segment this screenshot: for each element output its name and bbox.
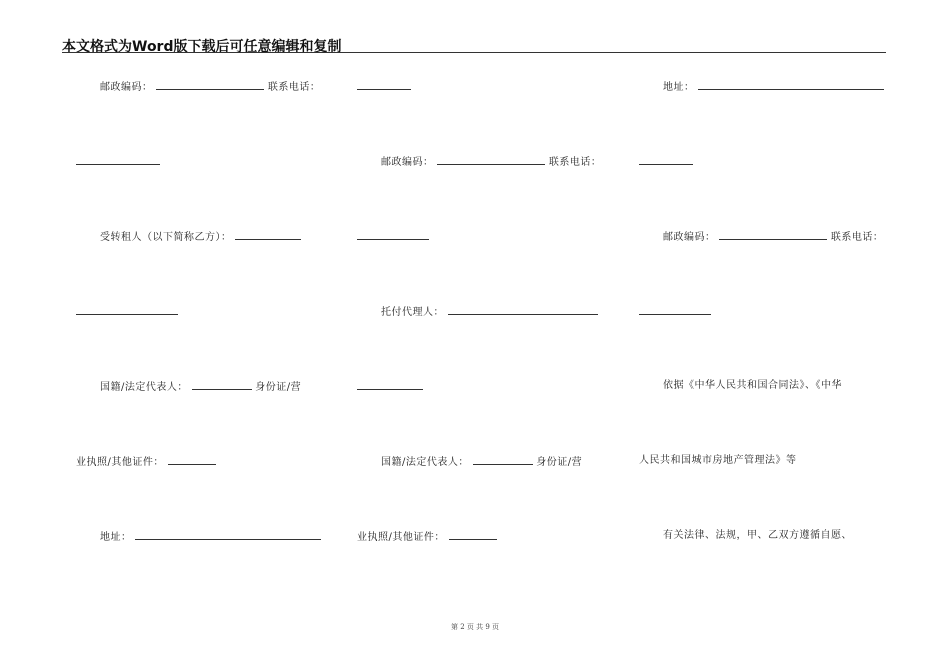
col2-blank-3: [357, 230, 429, 240]
col3-blank-line-2: [639, 155, 693, 169]
id-label: 身份证/营: [255, 382, 302, 393]
col3-postal-label: 邮政编码：: [663, 232, 716, 243]
col2-phone-label: 联系电话：: [548, 157, 602, 168]
address-label: 地址：: [100, 532, 132, 543]
col2-postal-blank: [437, 155, 545, 165]
address-line: [100, 530, 321, 544]
nationality-blank: [192, 380, 252, 390]
col2-license-blank: [449, 530, 497, 540]
col3-postal-blank: [719, 230, 827, 240]
col3-blank-2: [639, 155, 693, 165]
col2-id-label: 身份证/营: [536, 457, 583, 468]
col3-law-intro-line: 依据《中华人民共和国合同法》、《中华: [663, 380, 842, 391]
col2-nationality-blank: [473, 455, 533, 465]
agent-label: 托付代理人：: [381, 307, 444, 318]
col2-blank-1: [357, 80, 411, 90]
agent-blank: [448, 305, 598, 315]
col3-blank-4: [639, 305, 711, 315]
header-divider: [62, 52, 886, 53]
col2-license-label: 业执照/其他证件：: [357, 532, 445, 543]
sublessee-continuation-blank: [76, 305, 178, 315]
phone-label: 联系电话：: [267, 82, 321, 93]
phone-continuation-line: [76, 155, 160, 169]
nationality-line: [100, 380, 301, 394]
postal-code-line: [100, 80, 320, 94]
col2-blank-line-5: [357, 380, 423, 394]
col2-agent-line: [381, 305, 598, 319]
col3-law-continuation-line: 人民共和国城市房地产管理法》等: [639, 455, 797, 466]
col2-nationality-line: [381, 455, 582, 469]
license-line: [76, 455, 216, 469]
postal-code-label: 邮政编码：: [100, 82, 153, 93]
document-header-title: 本文格式为Word版下载后可任意编辑和复制: [62, 39, 342, 55]
col2-blank-line-3: [357, 230, 429, 244]
lessee-line: [100, 230, 301, 244]
sublessee-label: 受转租人（以下简称乙方）：: [100, 232, 232, 243]
sublessee-blank: [235, 230, 301, 240]
page-number-footer: 第 2 页 共 9 页: [450, 623, 500, 631]
license-blank: [168, 455, 216, 465]
col2-postal-line: [381, 155, 601, 169]
col2-license-line: [357, 530, 497, 544]
col3-postal-line: [663, 230, 883, 244]
col3-address-line: [663, 80, 884, 94]
col3-address-label: 地址：: [663, 82, 695, 93]
col2-nationality-label: 国籍/法定代表人：: [381, 457, 469, 468]
col2-blank-line-1: [357, 80, 411, 94]
col2-blank-5: [357, 380, 423, 390]
sublessee-continuation-line: [76, 305, 178, 319]
nationality-label: 国籍/法定代表人：: [100, 382, 188, 393]
col3-phone-label: 联系电话：: [830, 232, 884, 243]
col2-postal-label: 邮政编码：: [381, 157, 434, 168]
col3-address-blank: [698, 80, 884, 90]
address-blank: [135, 530, 321, 540]
col3-blank-line-4: [639, 305, 711, 319]
postal-code-blank: [156, 80, 264, 90]
phone-blank: [76, 155, 160, 165]
col3-principles-line: 有关法律、法规，甲、乙双方遵循自愿、: [663, 530, 852, 541]
license-label: 业执照/其他证件：: [76, 457, 164, 468]
